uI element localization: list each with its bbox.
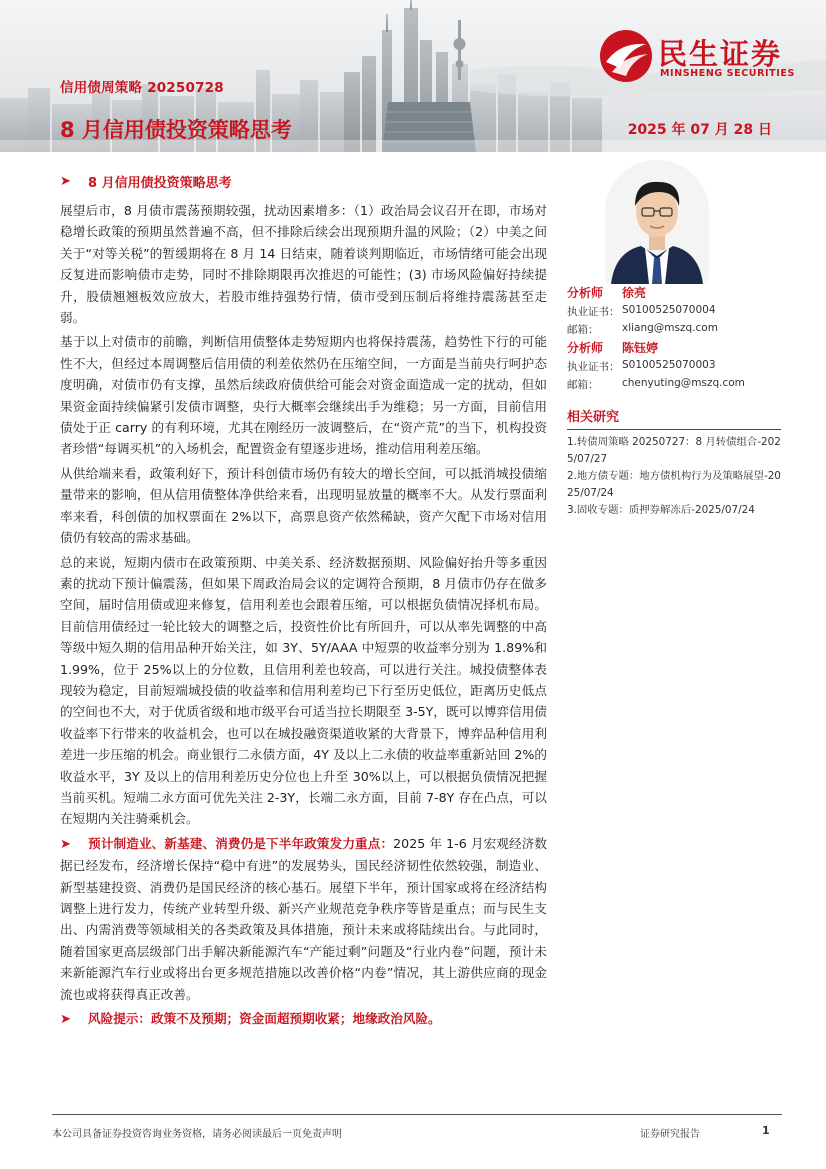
related-research-item[interactable]: 2.地方债专题：地方债机构行为及策略展望-2025/07/24 bbox=[567, 470, 781, 499]
header-banner bbox=[0, 0, 826, 152]
bullet-risk bbox=[60, 1008, 547, 1030]
paragraph-outlook: 展望后市，8 月债市震荡预期较强，扰动因素增多：（1）政治局会议召开在即，市场对稳增长政策的预期虽然普遍不高，但不排除后续会出现预期升温的风险；（2）中美之间关于“对等关税”的暂缓期将在 8 月 14 日结束，随着谈判期临近，市场情绪可能会出现反复进而影响债市走势，同时不排除期限再次推迟的可能性；(3) 市场风险偏好持续提升，股债翘翘板效应放大，若股市维持强势行情，债市受到压制后将维持震荡甚至走弱。 bbox=[60, 203, 547, 326]
paragraph-summary: 总的来说，短期内债市在政策预期、中美关系、经济数据预期、风险偏好抬升等多重因素的扰动下预计偏震荡，但如果下周政治局会议的定调符合预期，8 月债市仍存在做多空间，届时信用债或迎来修复，信用利差也会跟着压缩，可以根据负债情况择机布局。目前信用债经过一轮比较大的调整之后，投资性价比有所回升，可以从率先调整的中高等级中短久期的信用品种开始关注，如 3Y、5Y/AAA 中短票的收益率分别为 1.89%和 1.99%，位于 25%以上的分位数，且信用利差也较高，可以进行关注。城投债整体表现较为稳定，目前短端城投债的收益率和信用利差均已下行至历史低位，距离历史低点的空间也不大，对于优质省级和地市级平台可适当拉长期限至 3-5Y，既可以博弈信用债收益率下行带来的收益机会，也可以在城投融资渠道收紧的大背景下，博弈品种信用利差进一步压缩的机会。商业银行二永债方面，4Y 及以上二永债的收益率重新站回 2%的收益水平，3Y 及以上的信用利差历史分位也上升至 30%以上，可以根据负债情况把握当前买机。短端二永方面可优先关注 2-3Y，长端二永方面，目前 7-8Y 存在凸点，可以在短期内关注骑乘机会。 bbox=[60, 554, 547, 827]
section-heading bbox=[60, 170, 547, 192]
arrow-bullet-icon: ➤ bbox=[60, 836, 71, 852]
analyst-name: 徐亮 bbox=[622, 286, 647, 300]
analyst-name: 陈钰婷 bbox=[622, 341, 659, 355]
cert-label: 执业证书： bbox=[567, 361, 620, 373]
brand-name-cn: 民生证券 bbox=[658, 37, 783, 71]
arrow-bullet-icon: ➤ bbox=[60, 173, 71, 189]
cert-label: 执业证书： bbox=[567, 306, 620, 318]
bullet-policy-lead: 预计制造业、新基建、消费仍是下半年政策发力重点： bbox=[88, 835, 394, 851]
bullet-policy-focus bbox=[60, 833, 547, 1005]
cert-number: S0100525070004 bbox=[622, 304, 716, 316]
section-heading-text: 8 月信用债投资策略思考 bbox=[88, 175, 232, 191]
related-research-item[interactable]: 1.转债周策略 20250727：8 月转债组合-2025/07/27 bbox=[567, 436, 781, 465]
column-divider bbox=[556, 160, 557, 1080]
analyst-list bbox=[567, 284, 781, 394]
related-research-item[interactable]: 3.固收专题：质押券解冻后-2025/07/24 bbox=[567, 504, 755, 516]
email-label: 邮箱： bbox=[567, 323, 599, 336]
risk-items: 政策不及预期；资金面超预期收紧；地缘政治风险。 bbox=[150, 1011, 441, 1027]
related-research bbox=[567, 406, 781, 519]
risk-label: 风险提示： bbox=[88, 1011, 151, 1027]
page-number: 1 bbox=[762, 1124, 770, 1137]
email-link[interactable]: chenyuting@mszq.com bbox=[622, 376, 745, 389]
brand-name-en: MINSHENG SECURITIES bbox=[660, 68, 795, 79]
report-date: 2025 年 07 月 28 日 bbox=[627, 122, 772, 138]
footer-report-type: 证券研究报告 bbox=[640, 1129, 700, 1140]
analyst-photo bbox=[605, 160, 709, 284]
analyst-role: 分析师 bbox=[567, 341, 604, 355]
analyst-card bbox=[567, 339, 781, 394]
main-content bbox=[60, 170, 547, 1033]
cert-number: S0100525070003 bbox=[622, 359, 716, 371]
footer-disclaimer: 本公司具备证券投资咨询业务资格，请务必阅读最后一页免责声明 bbox=[52, 1129, 342, 1140]
paragraph-supply: 从供给端来看，政策利好下，预计科创债市场仍有较大的增长空间，可以抵消城投债缩量带来的影响，但从信用债整体净供给来看，出现明显放量的概率不大。从发行票面利率来看，科创债的加权票面在 2%以下，高票息资产依然稀缺，资产欠配下市场对信用债仍有较高的需求基础。 bbox=[60, 465, 547, 546]
series-title: 信用债周策略 20250728 bbox=[60, 80, 224, 96]
arrow-bullet-icon: ➤ bbox=[60, 1012, 71, 1028]
analyst-role: 分析师 bbox=[567, 286, 604, 300]
brand-logo bbox=[598, 28, 808, 84]
email-label: 邮箱： bbox=[567, 378, 599, 391]
related-research-title: 相关研究 bbox=[567, 406, 781, 430]
footer-divider bbox=[52, 1114, 782, 1115]
brand-emblem-icon bbox=[598, 28, 654, 84]
bullet-policy-body: 2025 年 1-6 月宏观经济数据已经发布，经济增长保持“稳中有进”的发展势头，国民经济韧性依然较强，制造业、新型基建投资、消费仍是国民经济的核心基石。展望下半年，预计国家或将在经济结构调整上进行发力，传统产业转型升级、新兴产业规范竞争秩序等皆是重点；而与民生支出、内需消费等领域相关的各类政策及具体措施，预计未来或将陆续出台。与此同时，随着国家更高层级部门出手解决新能源汽车“产能过剩”问题及“行业内卷”问题，预计未来新能源汽车行业或将出台更多规范措施以改善价格“内卷”情况，其上游供应商的现金流也或将获得真正改善。 bbox=[60, 835, 548, 1002]
email-link[interactable]: xliang@mszq.com bbox=[622, 321, 718, 334]
analyst-card bbox=[567, 284, 781, 339]
page-title: 8 月信用债投资策略思考 bbox=[60, 118, 292, 142]
paragraph-judgement: 基于以上对债市的前瞻，判断信用债整体走势短期内也将保持震荡，趋势性下行的可能性不大，但经过本周调整后信用债的利差依然仍在压缩空间，一方面是当前央行呵护态度明确，对债市仍有支撑，虽然后续政府债供给可能会对资金面造成一定的扰动，但如果资金面持续偏紧引发债市调整，央行大概率会继续出手为维稳；另一方面，目前信用债处于正 carry 的有利环境，尤其在刚经历一波调整后，在“资产荒”的当下，机构投资者珍惜“每调买机”的入场机会，配置资金有望逐步进场，推动信用利差压缩。 bbox=[60, 334, 547, 457]
